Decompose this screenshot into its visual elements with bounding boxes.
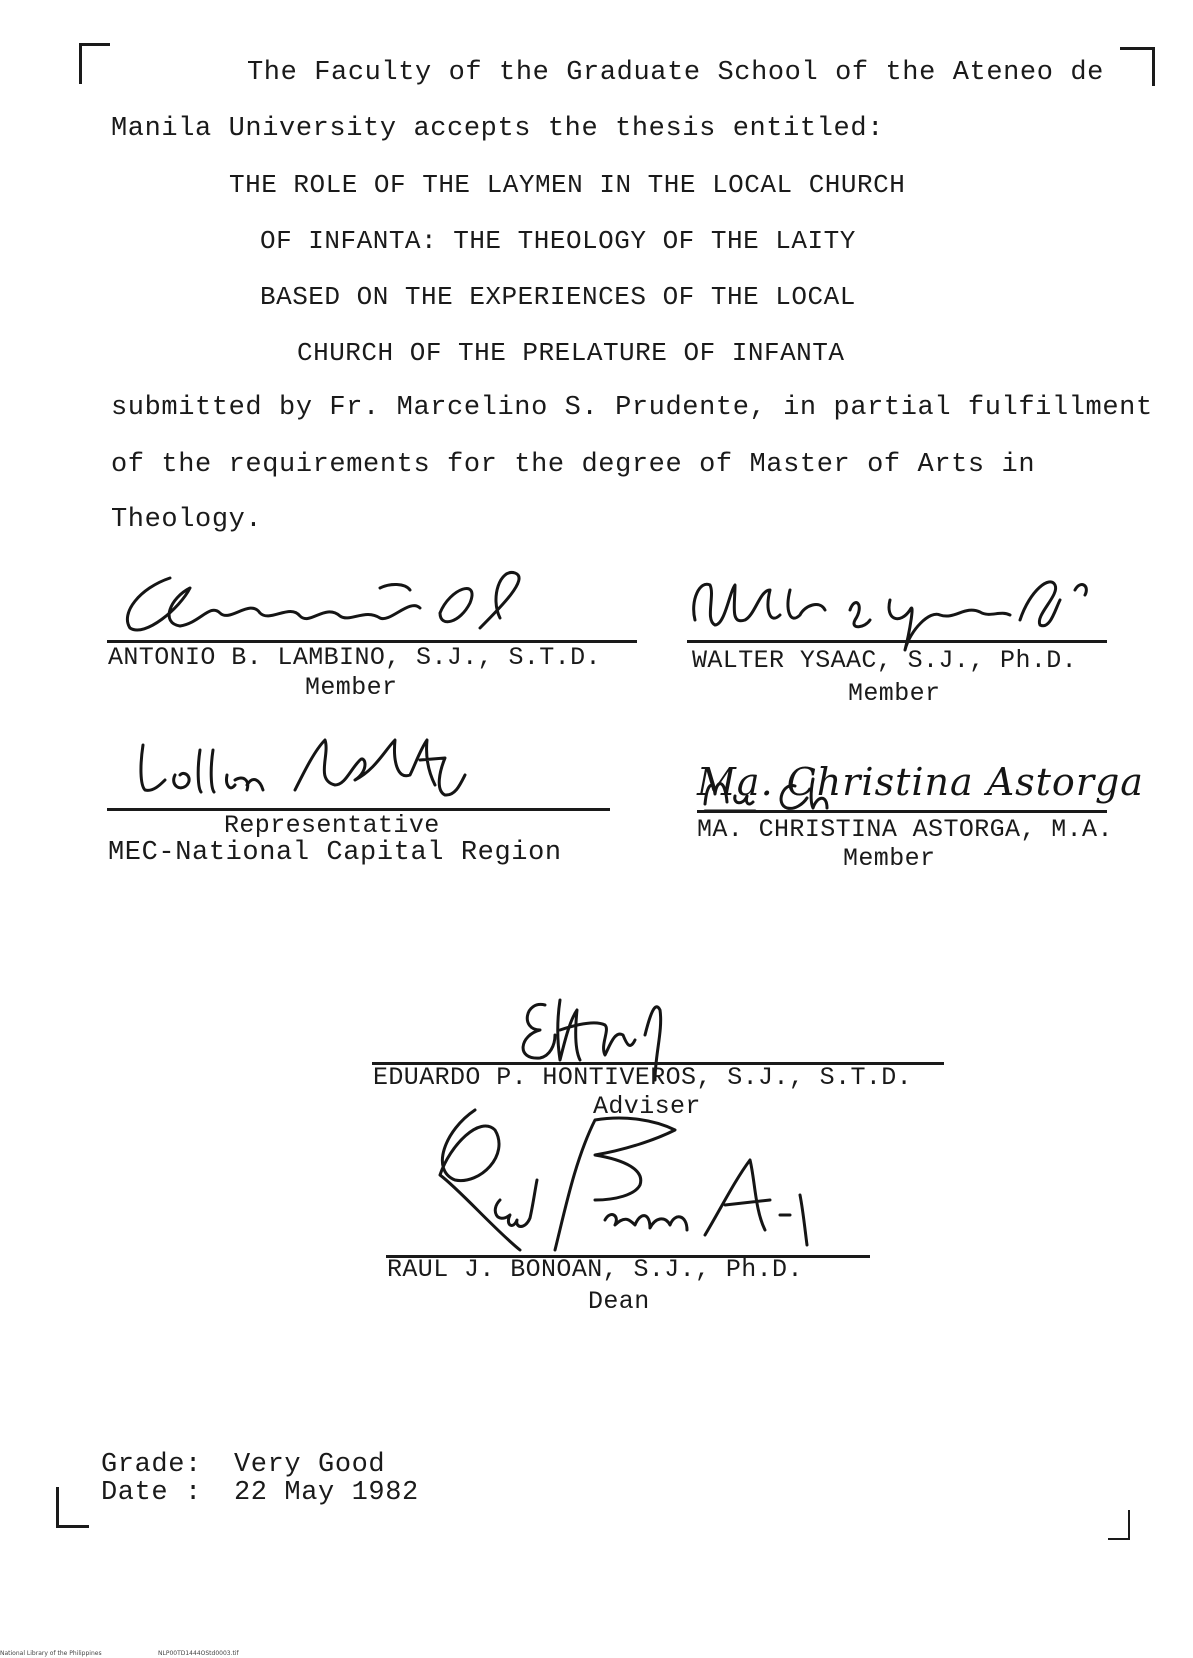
signature-line-astorga xyxy=(697,810,1107,813)
lambino-name: ANTONIO B. LAMBINO, S.J., S.T.D. xyxy=(108,643,601,672)
crop-mark-bottom-right xyxy=(1108,1510,1130,1540)
thesis-title-line-4: CHURCH OF THE PRELATURE OF INFANTA xyxy=(297,338,845,368)
submission-line-2: of the requirements for the degree of Master of Arts in xyxy=(111,450,1036,480)
crop-mark-top-right xyxy=(1120,47,1155,86)
signature-bonoan xyxy=(425,1100,865,1260)
signature-line-ysaac xyxy=(687,640,1107,643)
intro-line-2: Manila University accepts the thesis entitled: xyxy=(111,114,884,144)
representative-role: Representative xyxy=(224,811,440,840)
date-label: Date : xyxy=(101,1478,202,1508)
date-value: 22 May 1982 xyxy=(234,1478,419,1508)
footer-source: National Library of the Philippines xyxy=(0,1650,102,1657)
astorga-role: Member xyxy=(843,844,936,873)
grade-label: Grade: xyxy=(101,1450,202,1480)
submission-line-1: submitted by Fr. Marcelino S. Prudente, in partial fulfillment xyxy=(111,393,1153,423)
thesis-title-line-1: THE ROLE OF THE LAYMEN IN THE LOCAL CHURCH xyxy=(229,170,906,200)
astorga-handwritten-name: Ma. Christina Astorga xyxy=(697,760,1144,804)
ysaac-role: Member xyxy=(848,679,941,708)
thesis-title-line-3: BASED ON THE EXPERIENCES OF THE LOCAL xyxy=(260,282,856,312)
thesis-title-line-2: OF INFANTA: THE THEOLOGY OF THE LAITY xyxy=(260,226,856,256)
bonoan-role: Dean xyxy=(588,1287,650,1316)
intro-line-1: The Faculty of the Graduate School of the Ateneo de xyxy=(247,58,1104,88)
grade-value: Very Good xyxy=(234,1450,386,1480)
lambino-role: Member xyxy=(305,673,398,702)
bonoan-name: RAUL J. BONOAN, S.J., Ph.D. xyxy=(387,1255,803,1284)
representative-org: MEC-National Capital Region xyxy=(108,838,562,868)
submission-line-3: Theology. xyxy=(111,505,263,535)
hontiveros-role: Adviser xyxy=(593,1092,701,1121)
crop-mark-bottom-left xyxy=(56,1487,89,1528)
signature-representative xyxy=(135,730,515,810)
footer-file: NLP00TD1444OStd0003.tif xyxy=(158,1650,239,1657)
hontiveros-name: EDUARDO P. HONTIVEROS, S.J., S.T.D. xyxy=(373,1063,913,1092)
astorga-name: MA. CHRISTINA ASTORGA, M.A. xyxy=(697,815,1113,844)
signature-lambino xyxy=(110,568,530,648)
ysaac-name: WALTER YSAAC, S.J., Ph.D. xyxy=(692,646,1078,675)
crop-mark-top-left xyxy=(79,43,110,84)
